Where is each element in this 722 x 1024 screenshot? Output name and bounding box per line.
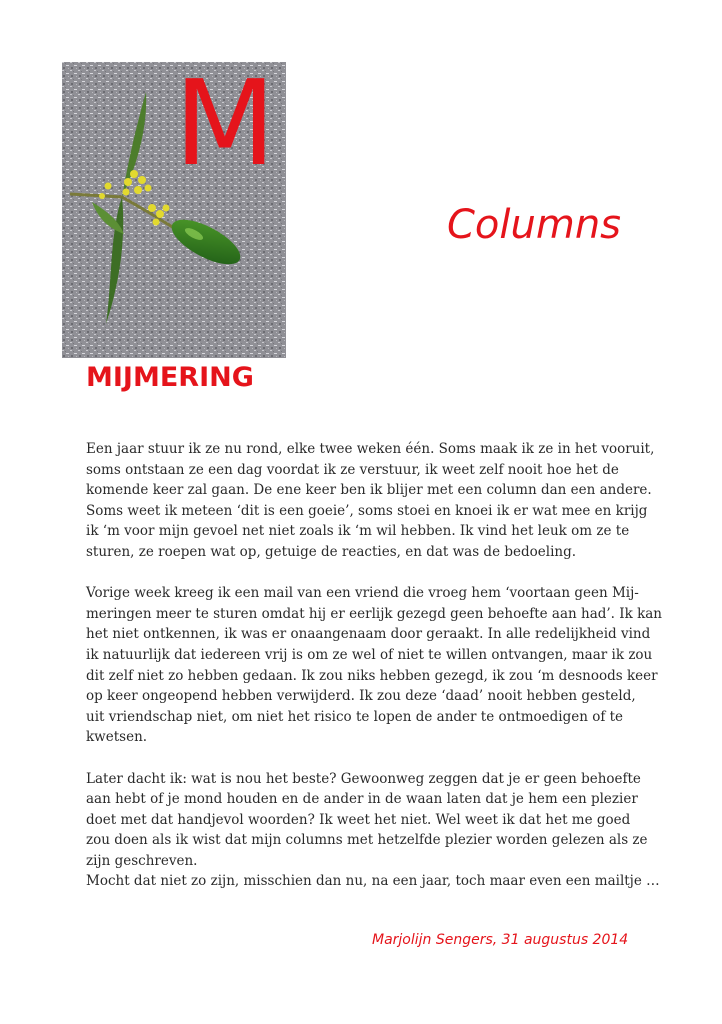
paragraph	[86, 439, 655, 563]
text-line: Een jaar stuur ik ze nu rond, elke twee weken één. Soms maak ik ze in het vooruit,	[86, 441, 655, 457]
text-line: ik natuurlijk dat iedereen vrij is om ze wel of niet te willen ontvangen, maar ik zou	[86, 646, 653, 663]
author-signature: Marjolijn Sengers, 31 augustus 2014	[372, 932, 629, 948]
column-heading: MIJMERING	[86, 362, 254, 393]
paragraph	[86, 583, 662, 748]
text-line: het niet ontkennen, ik was er onaangenaam door geraakt. In alle redelijkheid vind	[86, 626, 651, 643]
text-line: kwetsen.	[86, 729, 148, 746]
text-line: ik ‘m voor mijn gevoel net niet zoals ik ‘m wil hebben. Ik vind het leuk om ze te	[86, 523, 630, 540]
text-line: op keer ongeopend hebben verwijderd. Ik zou deze ‘daad’ nooit hebben gesteld,	[86, 688, 636, 705]
logo-letter: M	[174, 62, 276, 192]
text-line: zijn geschreven.	[86, 852, 198, 869]
text-line: doet met dat handjevol woorden? Ik weet het niet. Wel weet ik dat het me goed	[86, 811, 631, 828]
text-line: sturen, ze roepen wat op, getuige de reacties, en dat was de bedoeling.	[86, 543, 577, 560]
text-line: soms ontstaan ze een dag voordat ik ze verstuur, ik weet zelf nooit hoe het de	[86, 461, 619, 478]
text-line: Mocht dat niet zo zijn, misschien dan nu, na een jaar, toch maar even een mailtje …	[86, 873, 660, 890]
text-line: komende keer zal gaan. De ene keer ben ik blijer met een column dan een andere.	[86, 482, 652, 499]
paragraph	[86, 769, 660, 893]
text-line: uit vriendschap niet, om niet het risico te lopen de ander te ontmoedigen of te	[86, 708, 624, 725]
text-line: dit zelf niet zo hebben gedaan. Ik zou niks hebben gezegd, ik zou ‘m desnoods keer	[86, 667, 658, 684]
text-line: meringen meer te sturen omdat hij er eerlijk gezegd geen behoefte aan had’. Ik kan	[86, 605, 662, 622]
text-line: Later dacht ik: wat is nou het beste? Gewoonweg zeggen dat je er geen behoefte	[86, 770, 641, 787]
column-body	[86, 439, 662, 913]
text-line: aan hebt of je mond houden en de ander in de waan laten dat je hem een plezier	[86, 791, 638, 808]
text-line: Soms weet ik meteen ‘dit is een goeie’, soms stoei en knoei ik er wat mee en krijg	[86, 502, 648, 519]
logo-image	[62, 62, 286, 358]
olive-branch-illustration	[62, 62, 286, 358]
text-line: zou doen als ik wist dat mijn columns met hetzelfde plezier worden gelezen als ze	[86, 832, 648, 849]
text-line: Vorige week kreeg ik een mail van een vriend die vroeg hem ‘voortaan geen Mij-	[86, 585, 639, 602]
page-title: Columns	[447, 202, 622, 248]
